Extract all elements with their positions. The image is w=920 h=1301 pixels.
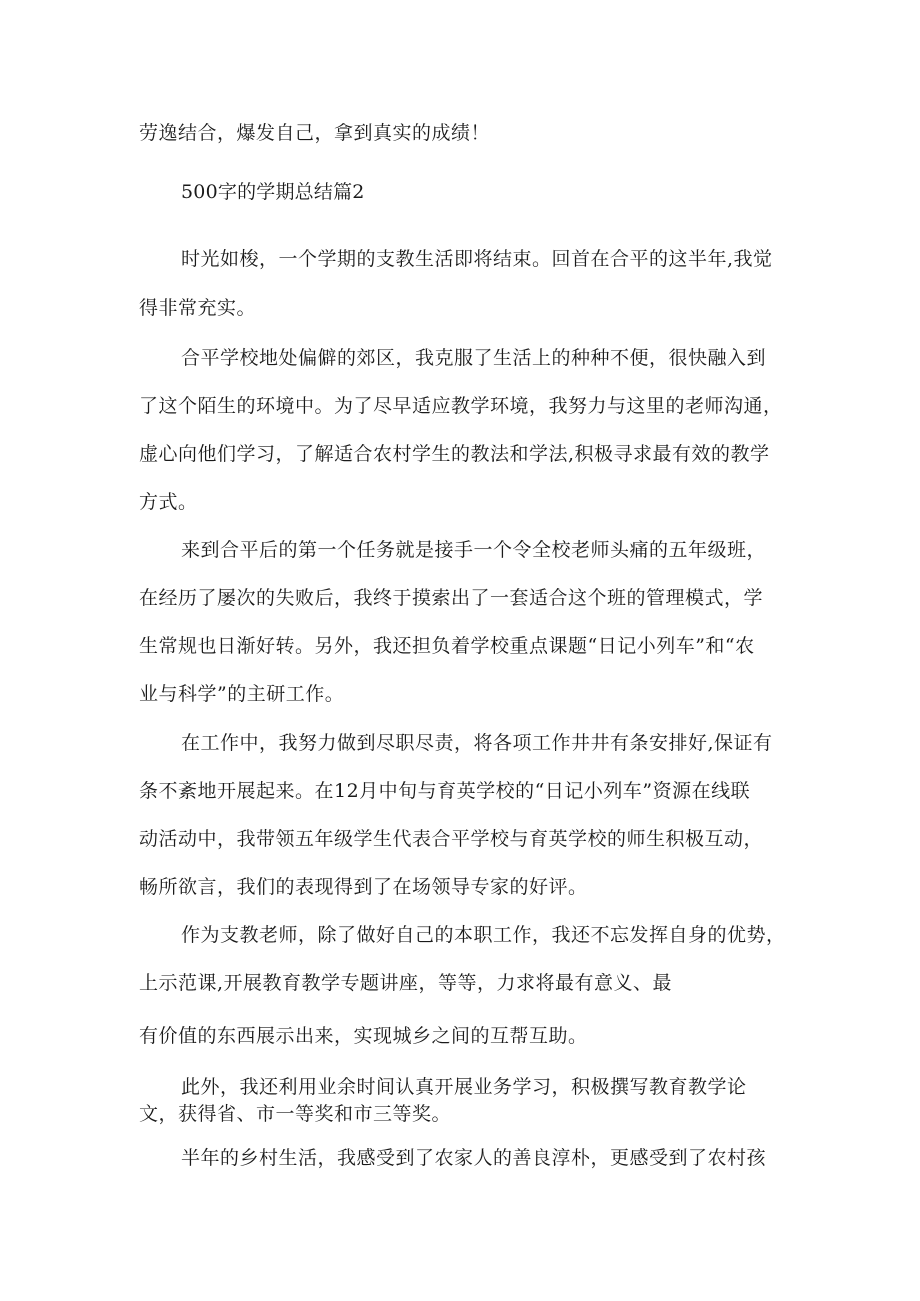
paragraph-line: 业与科学”的主研工作。 bbox=[139, 683, 345, 705]
paragraph-line: 在工作中，我努力做到尽职尽责，将各项工作井井有条安排好,保证有 bbox=[181, 732, 773, 754]
paragraph-line: 动活动中，我带领五年级学生代表合平学校与育英学校的师生积极互动， bbox=[139, 828, 764, 850]
paragraph-line: 有价值的东西展示出来，实现城乡之间的互帮互助。 bbox=[139, 1025, 588, 1047]
paragraph-line: 文，获得省、市一等奖和市三等奖。 bbox=[139, 1103, 452, 1125]
paragraph-line: 条不紊地开展起来。在12月中旬与育英学校的“日记小列车”资源在线联 bbox=[139, 780, 751, 802]
paragraph-line: 虚心向他们学习，了解适合农村学生的教法和学法,积极寻求最有效的教学 bbox=[139, 443, 770, 465]
paragraph-line: 得非常充实。 bbox=[139, 297, 257, 319]
paragraph-line: 在经历了屡次的失败后，我终于摸索出了一套适合这个班的管理模式，学 bbox=[139, 587, 764, 609]
paragraph-line: 上示范课,开展教育教学专题讲座，等等，力求将最有意义、最 bbox=[139, 972, 673, 994]
paragraph-line: 劳逸结合，爆发自己，拿到真实的成绩！ bbox=[139, 122, 491, 144]
paragraph-line: 畅所欲言，我们的表现得到了在场领导专家的好评。 bbox=[139, 876, 588, 898]
paragraph-line: 生常规也日渐好转。另外，我还担负着学校重点课题“日记小列车”和“农 bbox=[139, 635, 755, 657]
paragraph-line: 时光如梭，一个学期的支教生活即将结束。回首在合平的这半年,我觉 bbox=[181, 248, 773, 270]
paragraph-line: 半年的乡村生活，我感受到了农家人的善良淳朴，更感受到了农村孩 bbox=[181, 1147, 767, 1169]
paragraph-line: 来到合平后的第一个任务就是接手一个令全校老师头痛的五年级班， bbox=[181, 539, 767, 561]
paragraph-line: 作为支教老师，除了做好自己的本职工作，我还不忘发挥自身的优势， bbox=[181, 924, 786, 946]
paragraph-line: 合平学校地处偏僻的郊区，我克服了生活上的种种不便，很快融入到 bbox=[181, 347, 767, 369]
section-heading: 500字的学期总结篇2 bbox=[181, 181, 365, 203]
paragraph-line: 了这个陌生的环境中。为了尽早适应教学环境，我努力与这里的老师沟通， bbox=[139, 395, 783, 417]
paragraph-line: 此外，我还利用业余时间认真开展业务学习，积极撰写教育教学论 bbox=[181, 1076, 747, 1098]
paragraph-line: 方式。 bbox=[139, 491, 198, 513]
